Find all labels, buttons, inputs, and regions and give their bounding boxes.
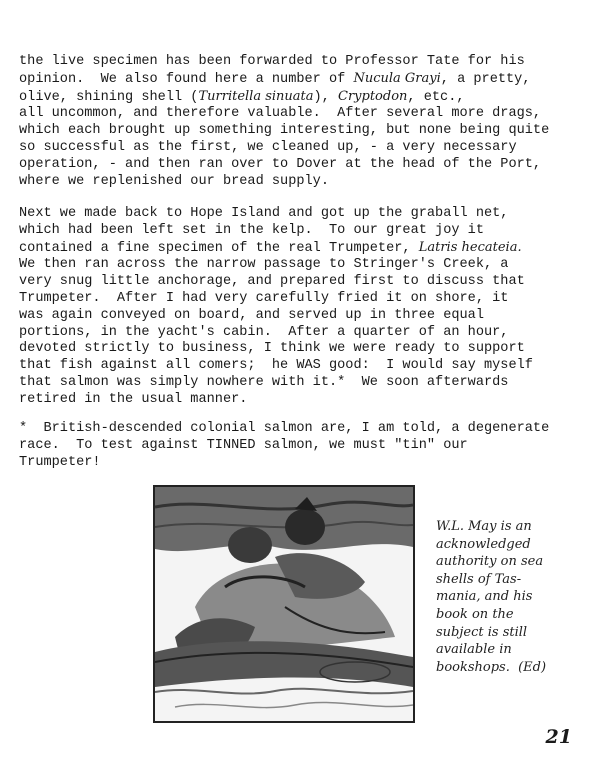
species-name: Latris hecateia.	[418, 239, 522, 255]
text-fragment: , a pretty,	[440, 71, 531, 87]
caption-line: shells of Tas-	[436, 571, 522, 587]
text-line: Trumpeter!	[19, 454, 101, 470]
species-name: Turritella sinuata	[198, 88, 314, 104]
editor-caption	[436, 518, 586, 676]
species-name: Cryptodon	[338, 88, 408, 104]
paragraph-1	[19, 54, 591, 190]
text-line: contained a fine specimen of the real Trumpeter,	[19, 240, 419, 256]
text-line: which had been left set in the kelp. To our great joy it	[19, 222, 484, 238]
text-line: that fish against all comers; he WAS good: I would say myself	[19, 358, 533, 374]
text-line: devoted strictly to business, I think we were ready to support	[19, 341, 525, 357]
text-line: Trumpeter. After I had very carefully fried it on shore, it	[19, 290, 509, 306]
text-line: where we replenished our bread supply.	[19, 173, 329, 189]
text-line: so successful as the first, we cleaned up, - a very necessary	[19, 139, 517, 155]
text-line: all uncommon, and therefore valuable. After several more drags,	[19, 106, 542, 122]
caption-line: authority on sea	[436, 554, 544, 570]
text-fragment: ),	[313, 89, 338, 105]
text-line: * British-descended colonial salmon are, I am told, a degenerate	[19, 421, 550, 436]
text-line: Next we made back to Hope Island and got up the graball net,	[19, 206, 509, 221]
paragraph-2	[19, 206, 591, 409]
caption-line: bookshops. (Ed)	[436, 659, 547, 675]
text-line: We then ran across the narrow passage to Stringer's Creek, a	[19, 257, 509, 273]
caption-line: W.L. May is an	[436, 519, 532, 534]
caption-line: subject is still	[436, 624, 528, 640]
illustration	[153, 485, 415, 723]
illustration-drawing	[155, 487, 413, 721]
text-line: operation, - and then ran over to Dover at the head of the Port,	[19, 156, 542, 172]
text-line: which each brought up something interesting, but none being quite	[19, 123, 550, 139]
text-fragment: , etc.,	[407, 89, 465, 105]
text-line: opinion. We also found here a number of	[19, 71, 354, 87]
footnote	[19, 421, 591, 471]
text-line: the live specimen has been forwarded to Professor Tate for his	[19, 54, 525, 69]
text-line: race. To test against TINNED salmon, we must "tin" our	[19, 437, 468, 453]
caption-line: book on the	[436, 606, 514, 622]
page-number: 21	[545, 726, 572, 748]
text-line: very snug little anchorage, and prepared first to discuss that	[19, 274, 525, 290]
caption-line: available in	[436, 642, 512, 658]
text-line: olive, shining shell (	[19, 89, 199, 105]
species-name: Nucula Grayi	[353, 70, 441, 86]
caption-line: mania, and his	[436, 589, 533, 605]
caption-line: acknowledged	[436, 536, 531, 552]
text-line: was again conveyed on board, and served up in three equal	[19, 307, 484, 323]
text-line: that salmon was simply nowhere with it.* We soon afterwards	[19, 374, 509, 390]
text-line: retired in the usual manner.	[19, 391, 248, 407]
text-line: portions, in the yacht's cabin. After a quarter of an hour,	[19, 324, 509, 340]
